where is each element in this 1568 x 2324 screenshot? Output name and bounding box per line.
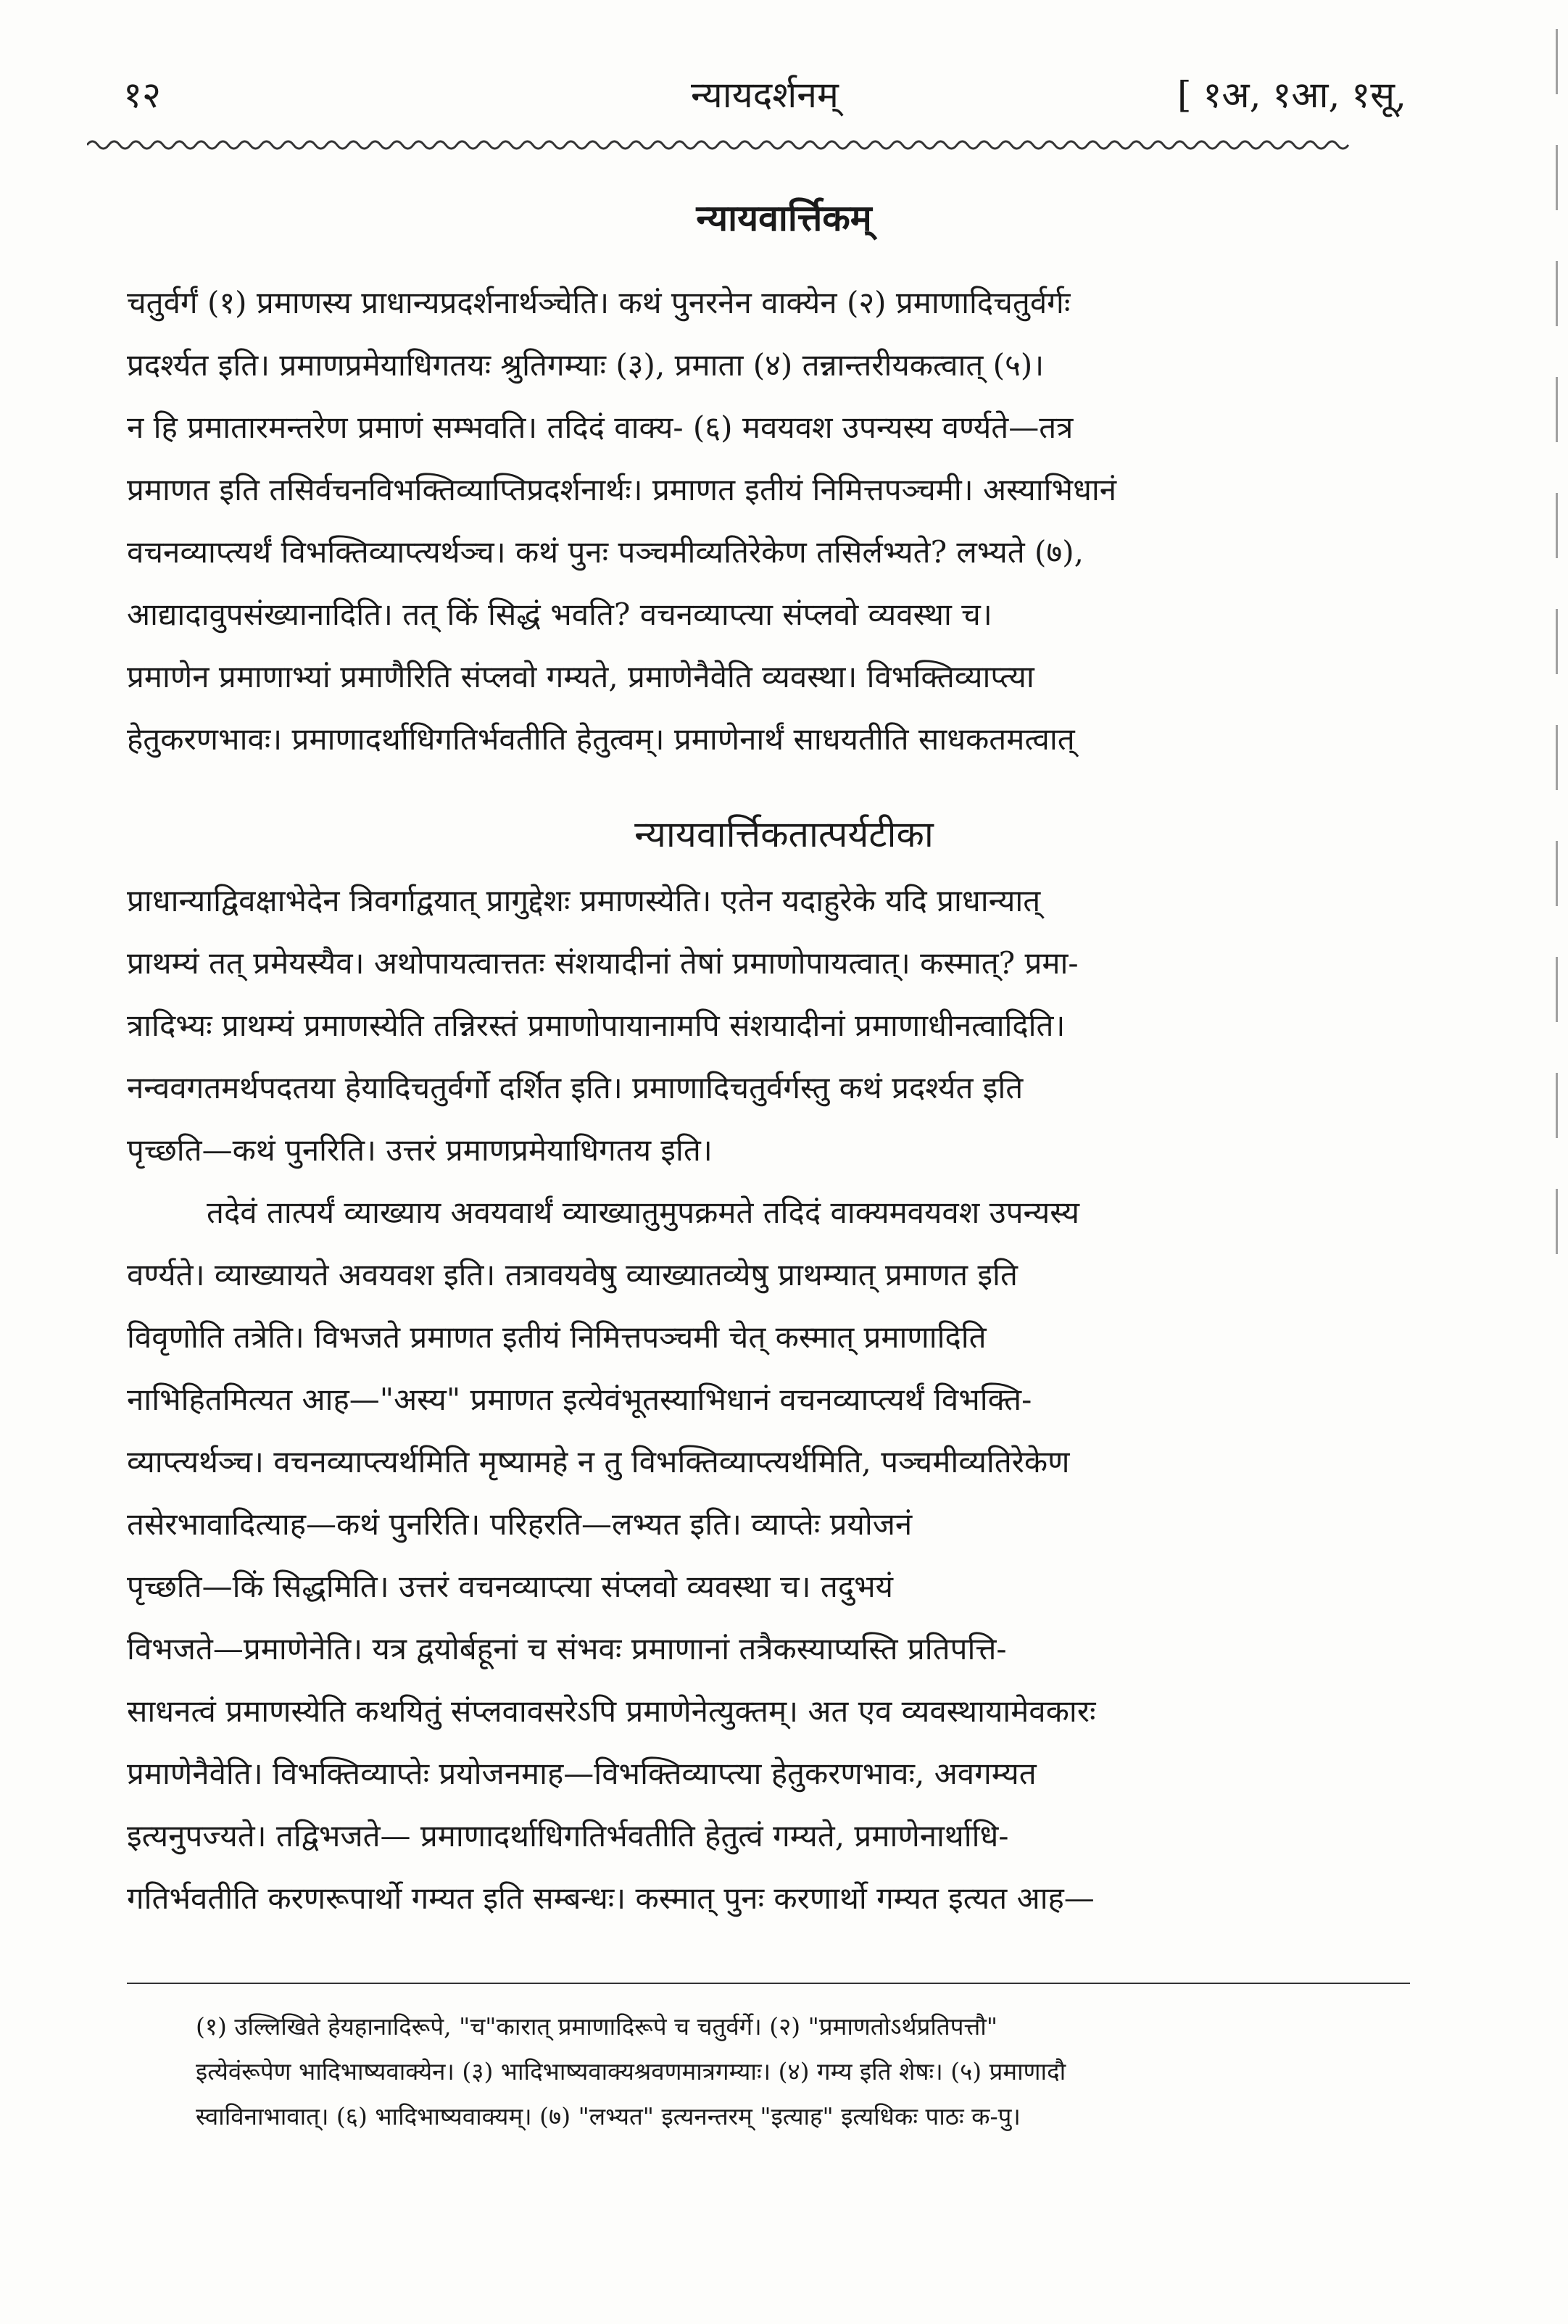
tika-text (127, 870, 1410, 1930)
text-line: प्राथम्यं तत् प्रमेयस्यैव। अथोपायत्वात्ततः संशयादीनां तेषां प्रमाणोपायत्वात्। कस्मात्? प्रमा- (127, 945, 1079, 981)
text-line: त्रादिभ्यः प्राथम्यं प्रमाणस्येति तन्निरस्तं प्रमाणोपायानामपि संशयादीनां प्रमाणाधीनत्वादिति। (127, 1008, 1066, 1043)
text-line: नाभिहितमित्यत आह—"अस्य" प्रमाणत इत्येवंभूतस्याभिधानं वचनव्याप्त्यर्थं विभक्ति- (127, 1382, 1032, 1417)
footnote-line: (१) उल्लिखिते हेयहानादिरूपे, "च"कारात् प्रमाणादिरूपे च चतुर्वर्गे। (२) "प्रमाणतोऽर्थप्रतिपत्तौ" (196, 2012, 998, 2041)
running-head (123, 69, 1406, 127)
vartika-text (127, 272, 1410, 771)
footnote-line: स्वाविनाभावात्। (६) भादिभाष्यवाक्यम्। (७) "लभ्यत" इत्यनन्तरम् "इत्याह" इत्यधिकः पाठः क-पु। (196, 2102, 1021, 2130)
text-line: नन्ववगतमर्थपदतया हेयादिचतुर्वर्गो दर्शित इति। प्रमाणादिचतुर्वर्गस्तु कथं प्रदर्श्यत इति (127, 1070, 1024, 1105)
text-line: प्रदर्श्यत इति। प्रमाणप्रमेयाधिगतयः श्रुतिगम्याः (३), प्रमाता (४) तन्नान्तरीयकत्वात् (५)। (127, 347, 1045, 383)
page-number: १२ (123, 74, 161, 116)
text-line: हेतुकरणभावः। प्रमाणादर्थाधिगतिर्भवतीति हेतुत्वम्। प्रमाणेनार्थं साधयतीति साधकतमत्वात् (127, 721, 1075, 757)
footnote-divider (127, 1983, 1410, 1984)
wavy-divider (87, 136, 1392, 154)
text-line: चतुर्वर्गं (१) प्रमाणस्य प्राधान्यप्रदर्शनार्थञ्चेति। कथं पुनरनेन वाक्येन (२) प्रमाणादिचतुर्वर्गः (127, 285, 1071, 320)
text-line: प्राधान्याद्विवक्षाभेदेन त्रिवर्गाद्वयात् प्रागुद्देशः प्रमाणस्येति। एतेन यदाहुरेके यदि प्राधान्यात् (127, 883, 1041, 918)
text-line: वचनव्याप्त्यर्थं विभक्तिव्याप्त्यर्थञ्च। कथं पुनः पञ्चमीव्यतिरेकेण तसिर्लभ्यते? लभ्यते (७), (127, 534, 1084, 570)
text-line: इत्यनुपज्यते। तद्विभजते— प्रमाणादर्थाधिगतिर्भवतीति हेतुत्वं गम्यते, प्रमाणेनार्थाधि- (127, 1818, 1009, 1854)
text-line: व्याप्त्यर्थञ्च। वचनव्याप्त्यर्थमिति मृष्यामहे न तु विभक्तिव्याप्त्यर्थमिति, पञ्चमीव्यतिरेकेण (127, 1444, 1070, 1480)
text-line: प्रमाणेनैवेति। विभक्तिव्याप्तेः प्रयोजनमाह—विभक्तिव्याप्त्या हेतुकरणभावः, अवगम्यत (127, 1756, 1037, 1791)
text-line: तदेवं तात्पर्यं व्याख्याय अवयवार्थं व्याख्यातुमुपक्रमते तदिदं वाक्यमवयवश उपन्यस्य (207, 1195, 1079, 1230)
text-line: विवृणोति तत्रेति। विभजते प्रमाणत इतीयं निमित्तपञ्चमी चेत् कस्मात् प्रमाणादिति (127, 1319, 987, 1355)
footnotes (196, 2004, 1414, 2139)
text-line: विभजते—प्रमाणेनेति। यत्र द्वयोर्बहूनां च संभवः प्रमाणानां तत्रैकस्याप्यस्ति प्रतिपत्ति- (127, 1631, 1007, 1667)
text-line: न हि प्रमातारमन्तरेण प्रमाणं सम्भवति। तदिदं वाक्य- (६) मवयवश उपन्यस्य वर्ण्यते—तत्र (127, 410, 1074, 445)
text-line: पृच्छति—कथं पुनरिति। उत्तरं प्रमाणप्रमेयाधिगतय इति। (127, 1132, 713, 1168)
text-line: प्रमाणेन प्रमाणाभ्यां प्रमाणैरिति संप्लवो गम्यते, प्रमाणेनैवेति व्यवस्था। विभक्तिव्याप्त्या (127, 659, 1034, 694)
footnote-line: इत्येवंरूपेण भादिभाष्यवाक्येन। (३) भादिभाष्यवाक्यश्रवणमात्रगम्याः। (४) गम्य इति शेषः। (५) प्रमाणादौ (196, 2057, 1066, 2086)
text-line: गतिर्भवतीति करणरूपार्थो गम्यत इति सम्बन्धः। कस्मात् पुनः करणार्थो गम्यत इत्यत आह— (127, 1880, 1095, 1916)
text-line: तसेरभावादित्याह—कथं पुनरिति। परिहरति—लभ्यत इति। व्याप्तेः प्रयोजनं (127, 1506, 913, 1542)
text-line: आद्यादावुपसंख्यानादिति। तत् किं सिद्धं भवति? वचनव्याप्त्या संप्लवो व्यवस्था च। (127, 597, 992, 632)
vartika-heading: न्यायवार्त्तिकम् (696, 196, 872, 239)
text-line: पृच्छति—किं सिद्धमिति। उत्तरं वचनव्याप्त्या संप्लवो व्यवस्था च। तदुभयं (127, 1569, 894, 1604)
section-reference: [ १अ, १आ, १सू, (1177, 74, 1406, 116)
text-line: प्रमाणत इति तसिर्वचनविभक्तिव्याप्तिप्रदर्शनार्थः। प्रमाणत इतीयं निमित्तपञ्चमी। अस्याभिधानं (127, 472, 1117, 507)
tika-heading: न्यायवार्त्तिकतात्पर्यटीका (634, 813, 934, 855)
text-line: साधनत्वं प्रमाणस्येति कथयितुं संप्लवावसरेऽपि प्रमाणेनेत्युक्तम्। अत एव व्यवस्थायामेवकारः (127, 1693, 1096, 1729)
book-title: न्यायदर्शनम् (691, 74, 839, 116)
text-line: वर्ण्यते। व्याख्यायते अवयवश इति। तत्रावयवेषु व्याख्यातव्येषु प्राथम्यात् प्रमाणत इति (127, 1257, 1018, 1292)
